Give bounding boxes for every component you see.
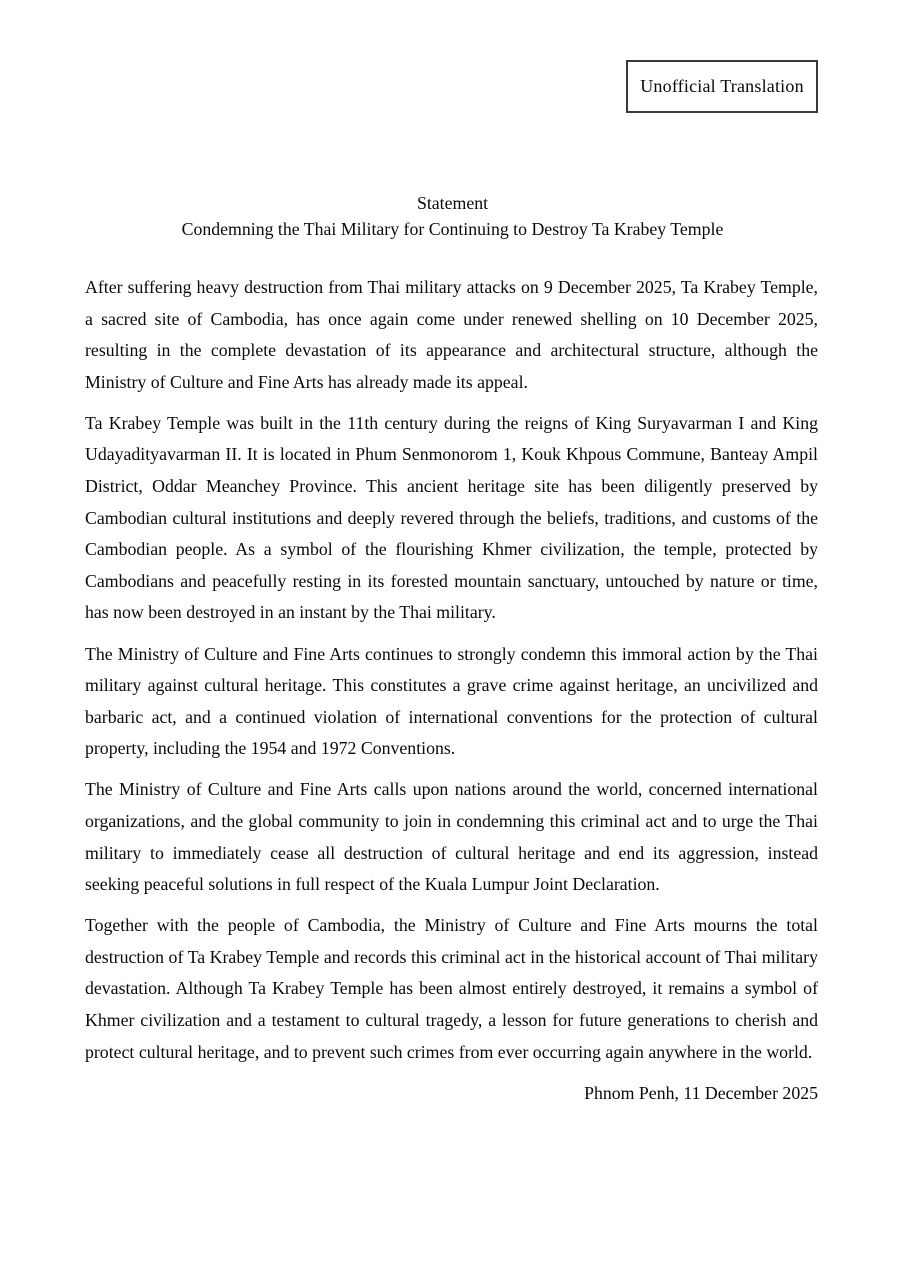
body-paragraph-1: After suffering heavy destruction from Thai military attacks on 9 December 2025, Ta Krabey Temple, a sacred site of Cambodia, has once again come under renewed shelling on 10 December 2025, resulting in the complete devastation of its appearance and architectural structure, although the Ministry of Culture and Fine Arts has already made its appeal. [85, 277, 818, 392]
body-paragraph-2: Ta Krabey Temple was built in the 11th century during the reigns of King Suryavarman I and King Udayadityavarman II. It is located in Phum Senmonorom 1, Kouk Khpous Commune, Banteay Ampil District, Oddar Meanchey Province. This ancient heritage site has been diligently preserved by Cambodian cultural institutions and deeply revered through the beliefs, traditions, and customs of the Cambodian people. As a symbol of the flourishing Khmer civilization, the temple, protected by Cambodians and peacefully resting in its forested mountain sanctuary, untouched by nature or time, has now been destroyed in an instant by the Thai military. [85, 412, 818, 623]
body-paragraph-3: The Ministry of Culture and Fine Arts continues to strongly condemn this immoral action by the Thai military against cultural heritage. This constitutes a grave crime against heritage, an uncivilized and barbaric act, and a continued violation of international conventions for the protection of cultural property, including the 1954 and 1972 Conventions. [85, 643, 818, 759]
body-paragraph-4: The Ministry of Culture and Fine Arts calls upon nations around the world, concerned international organizations, and the global community to join in condemning this criminal act and to urge the Thai military to immediately cease all destruction of cultural heritage and end its aggression, instead seeking peaceful solutions in full respect of the Kuala Lumpur Joint Declaration. [85, 779, 818, 895]
title-block [0, 190, 905, 242]
statement-subtitle: Condemning the Thai Military for Continuing to Destroy Ta Krabey Temple [181, 219, 724, 239]
dateline: Phnom Penh, 11 December 2025 [584, 1082, 818, 1103]
statement-body [85, 272, 818, 1119]
unofficial-translation-badge [626, 60, 818, 113]
statement-title: Statement [416, 193, 489, 213]
badge-label: Unofficial Translation [640, 76, 804, 96]
body-paragraph-5: Together with the people of Cambodia, the Ministry of Culture and Fine Arts mourns the total destruction of Ta Krabey Temple and records this criminal act in the historical account of Thai military devastation. Although Ta Krabey Temple has been almost entirely destroyed, it remains a symbol of Khmer civilization and a testament to cultural tragedy, a lesson for future generations to cherish and protect cultural heritage, and to prevent such crimes from ever occurring again anywhere in the world. [85, 915, 818, 1062]
